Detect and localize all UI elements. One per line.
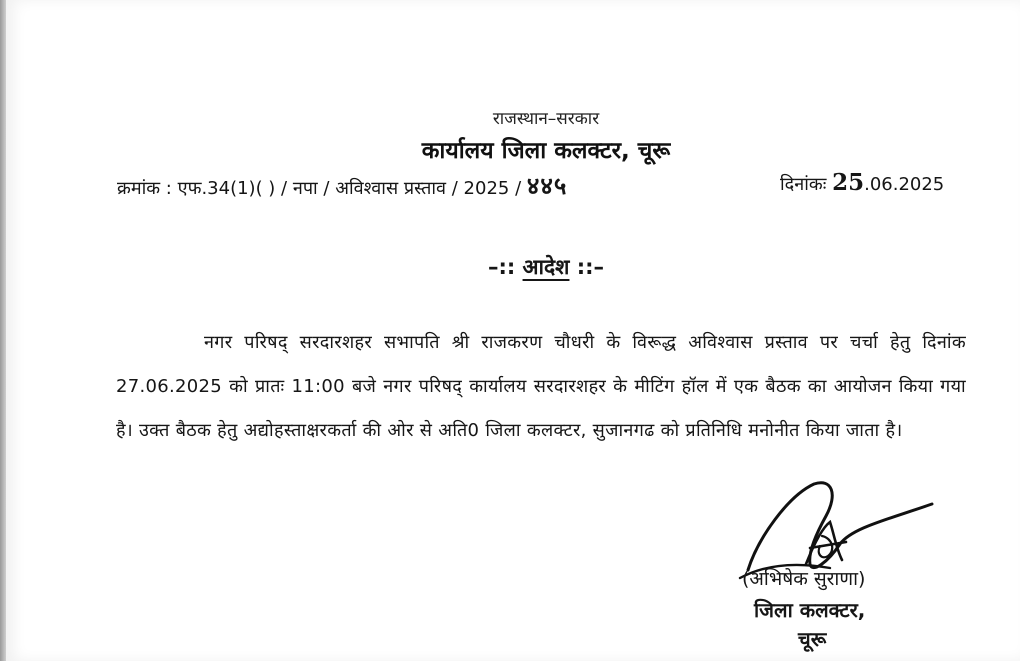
date-printed: .06.2025 [864, 174, 945, 195]
order-title-right: ::– [569, 255, 605, 279]
reference-number [117, 169, 567, 202]
order-title [6, 253, 1020, 281]
issue-date [780, 169, 944, 196]
order-title-left: –:: [487, 255, 523, 279]
reference-printed: एफ.34(1)( ) / नपा / अविश्वास प्रस्ताव / 2025 / [177, 178, 522, 199]
signatory-place: चूरू [798, 627, 827, 651]
reference-handwritten: ४४५ [526, 171, 568, 200]
signatory-designation: जिला कलक्टर, [754, 598, 866, 622]
order-paragraph: नगर परिषद् सरदारशहर सभापति श्री राजकरण चौधरी के विरूद्ध अविश्वास प्रस्ताव पर चर्चा हेतु दिनांक 27.06.2025 को प्रातः 11:00 बजे नगर परिषद् कार्यालय सरदारशहर के मीटिंग हॉल में एक बैठक का आयोजन किया गया है। उक्त बैठक हेतु अद्योहस्ताक्षरकर्ता की ओर से अति0 जिला कलक्टर, सुजानगढ को प्रतिनिधि मनोनीत किया जाता है। [116, 332, 966, 441]
office-heading: कार्यालय जिला कलक्टर, चूरू [421, 138, 671, 164]
government-heading: राजस्थान–सरकार [492, 109, 600, 129]
order-title-word: आदेश [522, 255, 570, 279]
document-page [6, 0, 1020, 661]
signatory-name: (अभिषेक सुराणा) [742, 568, 866, 590]
date-day-handwritten: 25 [832, 169, 865, 196]
date-label: दिनांकः [780, 174, 827, 195]
reference-label: क्रमांक : [117, 178, 172, 199]
